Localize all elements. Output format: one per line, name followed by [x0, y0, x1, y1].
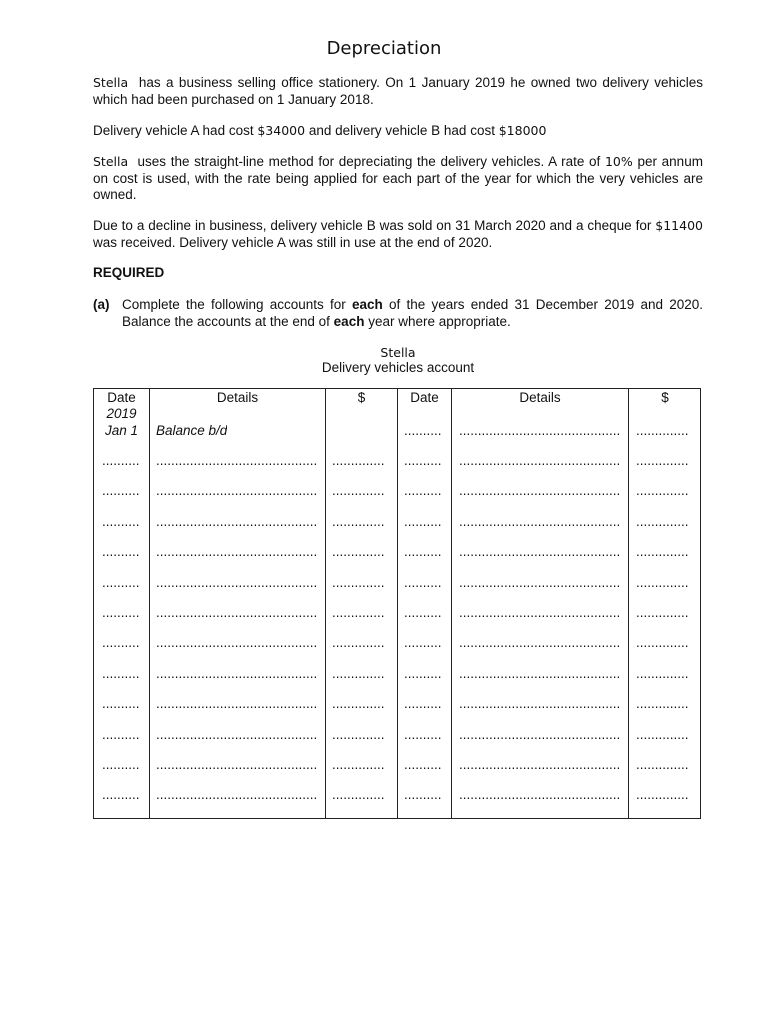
entry-amount-dots: ..............: [636, 605, 689, 620]
question-text-3: year where appropriate.: [368, 313, 511, 329]
header-amount-right: $: [661, 390, 669, 405]
question-text: [122, 297, 703, 330]
entry-amount-dots: ..............: [332, 605, 385, 620]
vehicle-b-cost: $18000: [498, 123, 547, 138]
entry-date-dots: ..........: [102, 757, 140, 772]
entry-details-dots: ...........................................: [459, 726, 621, 742]
entry-details-dots: ...........................................: [156, 574, 318, 590]
account-title: Delivery vehicles account: [321, 360, 475, 375]
entry-amount-dots: ..............: [636, 574, 689, 590]
year-label: 2019: [106, 406, 137, 421]
depreciation-rate: 10%: [604, 154, 633, 169]
entry-date-dots: ..........: [102, 453, 140, 468]
entry-details-dots: ...........................................: [459, 513, 621, 529]
entry-details-dots: ...........................................: [156, 513, 318, 529]
entry-details-dots: ...........................................: [459, 483, 621, 499]
question-text-2: of the years ended 31 December 2019 and 2020. Balance the accounts at the end of: [122, 297, 703, 329]
entry-date-dots: ..........: [102, 726, 140, 742]
intro-paragraph-3: [93, 154, 703, 204]
intro-paragraph-1: [93, 75, 703, 108]
entry-amount-dots: ..............: [332, 665, 385, 681]
entry-amount-dots: ..............: [332, 635, 385, 651]
intro-p3-text-b: per annum on cost is used, with the rate being applied for each part of the year for which the very vehicles are owned.: [93, 154, 703, 202]
entry-details-dots: ...........................................: [459, 696, 621, 712]
entry-details-dots: ...........................................: [459, 453, 621, 468]
entry-details-dots: ...........................................: [156, 726, 318, 742]
entry-date-dots: ..........: [404, 605, 442, 620]
entry-date-dots: ..........: [102, 483, 140, 499]
header-date-left: Date: [107, 390, 136, 405]
intro-p4-text-a: Due to a decline in business, delivery vehicle B was sold on 31 March 2020 and a cheque for: [93, 218, 652, 233]
entry-date-dots: ..........: [404, 483, 442, 499]
entry-amount-dots: ..............: [332, 574, 385, 590]
question-emphasis-2: each: [333, 313, 365, 329]
header-details-left: Details: [216, 390, 259, 405]
entry-date-dots: ..........: [404, 513, 442, 529]
entry-details-dots: ...........................................: [156, 665, 318, 681]
header-amount-left: $: [357, 390, 366, 405]
required-heading: REQUIRED: [93, 265, 165, 280]
entry-amount-dots: ..............: [332, 483, 385, 499]
first-entry-detail: Balance b/d: [156, 423, 228, 438]
ledger-table: [93, 388, 701, 819]
entry-details-dots: ...........................................: [156, 757, 318, 772]
column-divider: [149, 389, 150, 818]
entry-details-dots: ...........................................: [156, 483, 318, 499]
business-owner-name: Stella: [93, 75, 129, 90]
entry-amount-dots: ..............: [636, 726, 689, 742]
entry-details-dots: ...........................................: [459, 665, 621, 681]
entry-amount-dots: ..............: [636, 757, 689, 772]
column-divider: [628, 389, 629, 818]
column-divider: [325, 389, 326, 818]
entry-date-dots: ..........: [102, 665, 140, 681]
entry-details-dots: ...........................................: [156, 696, 318, 712]
vehicle-a-cost: $34000: [257, 123, 306, 138]
entry-date-dots: ..........: [404, 696, 442, 712]
intro-paragraph-4: [93, 218, 703, 251]
entry-details-dots: ...........................................: [459, 757, 621, 772]
intro-paragraph-2: [93, 123, 703, 140]
cheque-amount: $11400: [655, 218, 703, 233]
entry-amount-dots: ..............: [636, 665, 689, 681]
entry-date-dots: ..........: [404, 757, 442, 772]
entry-date-dots: ..........: [102, 787, 140, 803]
entry-details-dots: ...........................................: [459, 544, 621, 560]
header-details-right: Details: [519, 390, 561, 405]
header-date-right: Date: [410, 390, 439, 405]
entry-amount-dots: ..............: [636, 544, 689, 560]
entry-date-dots: ..........: [102, 513, 140, 529]
entry-details-dots: ...........................................: [459, 787, 621, 803]
column-divider: [397, 389, 398, 818]
entry-date-dots: ..........: [404, 787, 442, 803]
intro-p3-text-a: uses the straight-line method for depreciating the delivery vehicles. A rate of: [137, 154, 601, 169]
intro-p2-text-b: and delivery vehicle B had cost: [308, 123, 495, 138]
entry-details-dots: ...........................................: [156, 787, 318, 803]
entry-amount-dots: ..............: [332, 757, 385, 772]
entry-amount-dots: ..............: [332, 453, 385, 468]
business-owner-name-2: Stella: [93, 154, 129, 169]
page-title: Depreciation: [326, 38, 442, 59]
entry-date-dots: ..........: [102, 544, 140, 560]
entry-amount-dots: ..............: [636, 483, 689, 499]
question-text-1: Complete the following accounts for: [122, 297, 346, 312]
entry-amount-dots: ..............: [636, 635, 689, 651]
intro-p1-text: has a business selling office stationery. On 1 January 2019 he owned two delivery vehicles which had been purchased on 1 January 2018.: [93, 75, 703, 107]
entry-date-dots: ..........: [404, 423, 442, 438]
entry-amount-dots: ..............: [636, 696, 689, 712]
column-divider: [451, 389, 452, 818]
entry-date-dots: ..........: [102, 605, 140, 620]
entry-date-dots: ..........: [102, 574, 140, 590]
entry-details-dots: ...........................................: [156, 635, 318, 651]
intro-p4-text-b: was received. Delivery vehicle A was still in use at the end of 2020.: [93, 234, 493, 250]
account-owner-name: Stella: [380, 345, 416, 360]
entry-details-dots: ...........................................: [459, 574, 621, 590]
entry-details-dots: ...........................................: [156, 544, 318, 560]
entry-date-dots: ..........: [404, 544, 442, 560]
entry-amount-dots: ..............: [332, 696, 385, 712]
question-emphasis-1: each: [351, 297, 383, 312]
entry-date-dots: ..........: [102, 635, 140, 651]
entry-details-dots: ...........................................: [459, 605, 621, 620]
intro-p2-text-a: Delivery vehicle A had cost: [93, 123, 254, 138]
entry-amount-dots: ..............: [636, 787, 689, 803]
entry-details-dots: ...........................................: [459, 635, 621, 651]
entry-details-dots: ...........................................: [156, 605, 318, 620]
entry-date-dots: ..........: [102, 696, 140, 712]
entry-amount-dots: ..............: [332, 513, 385, 529]
first-entry-date: Jan 1: [104, 423, 139, 438]
entry-amount-dots: ..............: [636, 423, 689, 438]
entry-details-dots: ...........................................: [459, 423, 621, 438]
entry-date-dots: ..........: [404, 453, 442, 468]
question-label: (a): [93, 297, 110, 312]
entry-amount-dots: ..............: [332, 726, 385, 742]
entry-date-dots: ..........: [404, 726, 442, 742]
entry-amount-dots: ..............: [636, 453, 689, 468]
entry-amount-dots: ..............: [332, 544, 385, 560]
entry-details-dots: ...........................................: [156, 453, 318, 468]
entry-date-dots: ..........: [404, 574, 442, 590]
entry-amount-dots: ..............: [636, 513, 689, 529]
entry-amount-dots: ..............: [332, 787, 385, 803]
entry-date-dots: ..........: [404, 635, 442, 651]
entry-date-dots: ..........: [404, 665, 442, 681]
